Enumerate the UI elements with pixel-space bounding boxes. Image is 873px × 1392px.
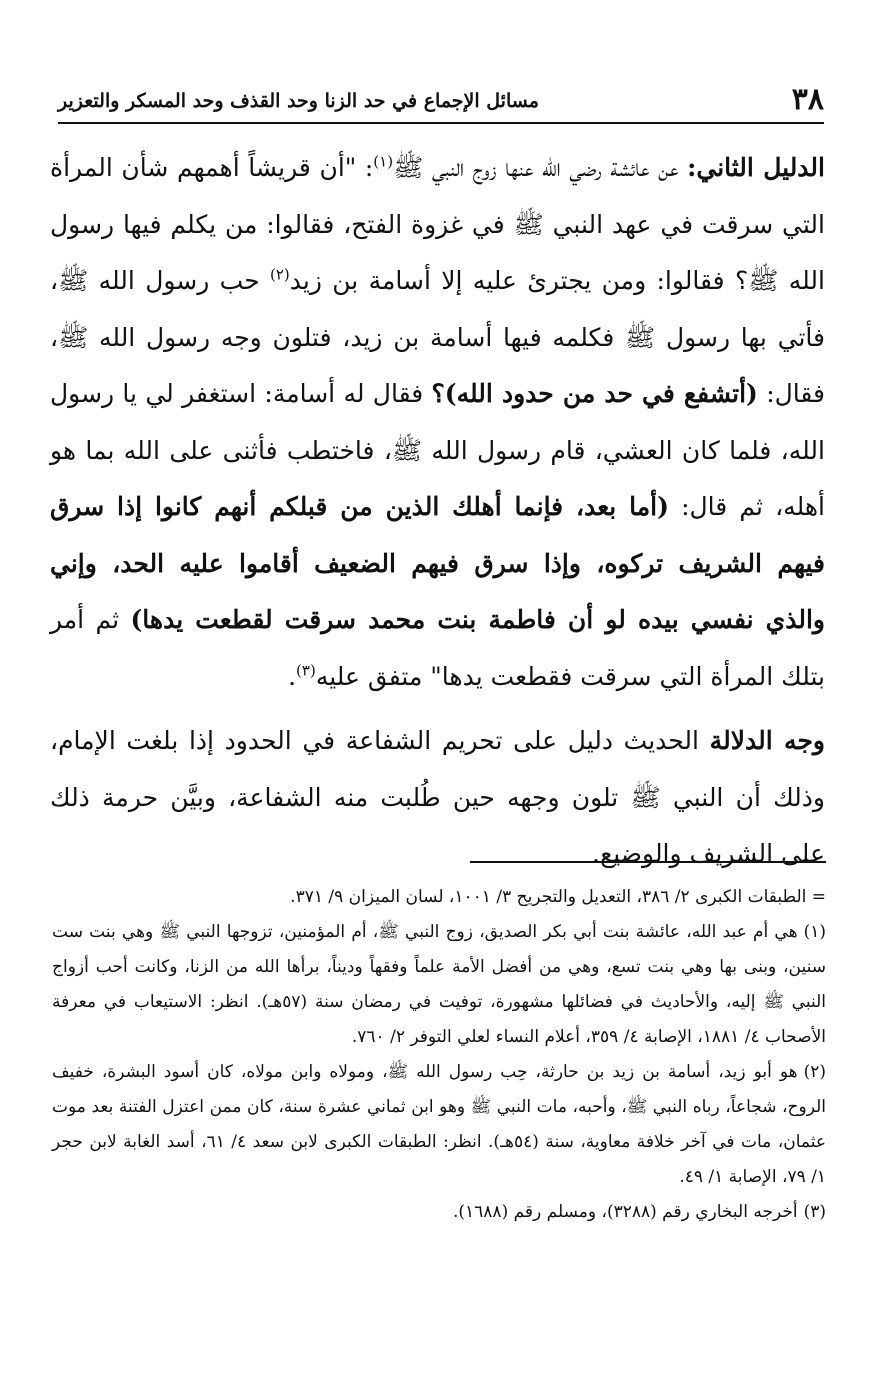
footnote-number: (١) <box>803 922 826 942</box>
text-run: . <box>288 661 297 691</box>
footnote-item <box>52 915 826 1055</box>
footnote-ref-2[interactable]: (٢) <box>270 265 290 284</box>
evidence-heading: الدليل الثاني: <box>687 153 825 182</box>
hadith-quote: (أما بعد، فإنما أهلك الذين من قبلكم أنهم كانوا إذا سرق فيهم الشريف تركوه، وإذا سرق فيهم الضعيف أقاموا عليه الحد، وإني والذي نفسي بيده لو أن فاطمة بنت محمد سرقت لقطعت يدها) <box>50 492 825 634</box>
footnote-number: (٣) <box>803 1202 826 1222</box>
main-text <box>50 140 825 883</box>
page-header <box>58 68 824 124</box>
text-run: فقال له أسامة: استغفر لي يا رسول الله، فلما كان العشي، قام رسول الله ﷺ، فاختطب فأثنى على الله بما هو أهله، ثم قال: <box>50 379 825 521</box>
aspect-heading: وجه الدلالة <box>709 726 825 755</box>
footnote-ref-3[interactable]: (٣) <box>296 661 316 680</box>
footnote-continuation: = الطبقات الكبرى ٢/ ٣٨٦، التعديل والتجريح ٣/ ١٠٠١، لسان الميزان ٩/ ٣٧١. <box>290 887 826 907</box>
text-run: ثم أمر بتلك المرأة التي سرقت فقطعت يدها" متفق عليه <box>50 605 825 691</box>
footnotes <box>52 880 826 1230</box>
text-run: الحديث دليل على تحريم الشفاعة في الحدود إذا بلغت الإمام، وذلك أن النبي ﷺ تلون وجهه حين طُلبت منه الشفاعة، وبيَّن حرمة ذلك على الشريف والوضيع. <box>50 726 825 868</box>
text-run: حب رسول الله ﷺ، فأتي بها رسول ﷺ فكلمه فيها أسامة بن زيد، فتلون وجه رسول الله ﷺ، فقال: <box>50 266 825 408</box>
text-run: : "أن قريشاً أهمهم شأن المرأة التي سرقت في عهد النبي ﷺ في غزوة الفتح، فقالوا: من يكلم فيها رسول الله ﷺ؟ فقالوا: ومن يجترئ عليه إلا أسامة بن زيد <box>50 153 825 295</box>
paragraph-evidence-aspect <box>50 713 825 883</box>
footnote-item <box>52 1055 826 1195</box>
footnote-ref-1[interactable]: (١) <box>373 152 394 171</box>
footnote-text: أخرجه البخاري رقم (٣٢٨٨)، ومسلم رقم (١٦٨٨). <box>452 1202 798 1222</box>
footnote-number: (٢) <box>803 1062 826 1082</box>
footnote-text: هي أم عبد الله، عائشة بنت أبي بكر الصديق، زوج النبي ﷺ، أم المؤمنين، تزوجها النبي ﷺ وهي بنت ست سنين، وبنى بها وهي بنت تسع، وهي من أفضل الأمة علماً وفقهاً وديناً، برأها الله من الزنا، وكانت أحب أزواج النبي ﷺ إليه، والأحاديث في فضائلها مشهورة، توفيت في رمضان سنة (٥٧هـ). انظر: الاستيعاب في معرفة الأصحاب ٤/ ١٨٨١، الإصابة ٤/ ٣٥٩، أعلام النساء لعلي التوفر ٢/ ٧٦٠. <box>52 922 826 1047</box>
page-number: ٣٨ <box>791 82 824 117</box>
footnote-separator <box>470 861 826 863</box>
footnote-item <box>52 1195 826 1230</box>
footnote-text: هو أبو زيد، أسامة بن زيد بن حارثة، حِب رسول الله ﷺ، ومولاه وابن مولاه، كان أسود البشرة، خفيف الروح، شجاعاً، رباه النبي ﷺ، وأحبه، مات النبي ﷺ وهو ابن ثماني عشرة سنة، كان ممن اعتزل الفتنة بعد موت عثمان، مات في آخر خلافة معاوية، سنة (٥٤هـ). انظر: الطبقات الكبرى لابن سعد ٤/ ٦١، أسد الغابة لابن حجر ١/ ٧٩، الإصابة ١/ ٤٩. <box>52 1062 826 1187</box>
running-title: مسائل الإجماع في حد الزنا وحد القذف وحد المسكر والتعزير <box>58 90 539 112</box>
hadith-quote: (أتشفع في حد من حدود الله)؟ <box>431 379 758 408</box>
paragraph-second-evidence <box>50 140 825 705</box>
text-run: عن عائشة رضي الله عنها زوج النبي ﷺ <box>393 153 688 182</box>
